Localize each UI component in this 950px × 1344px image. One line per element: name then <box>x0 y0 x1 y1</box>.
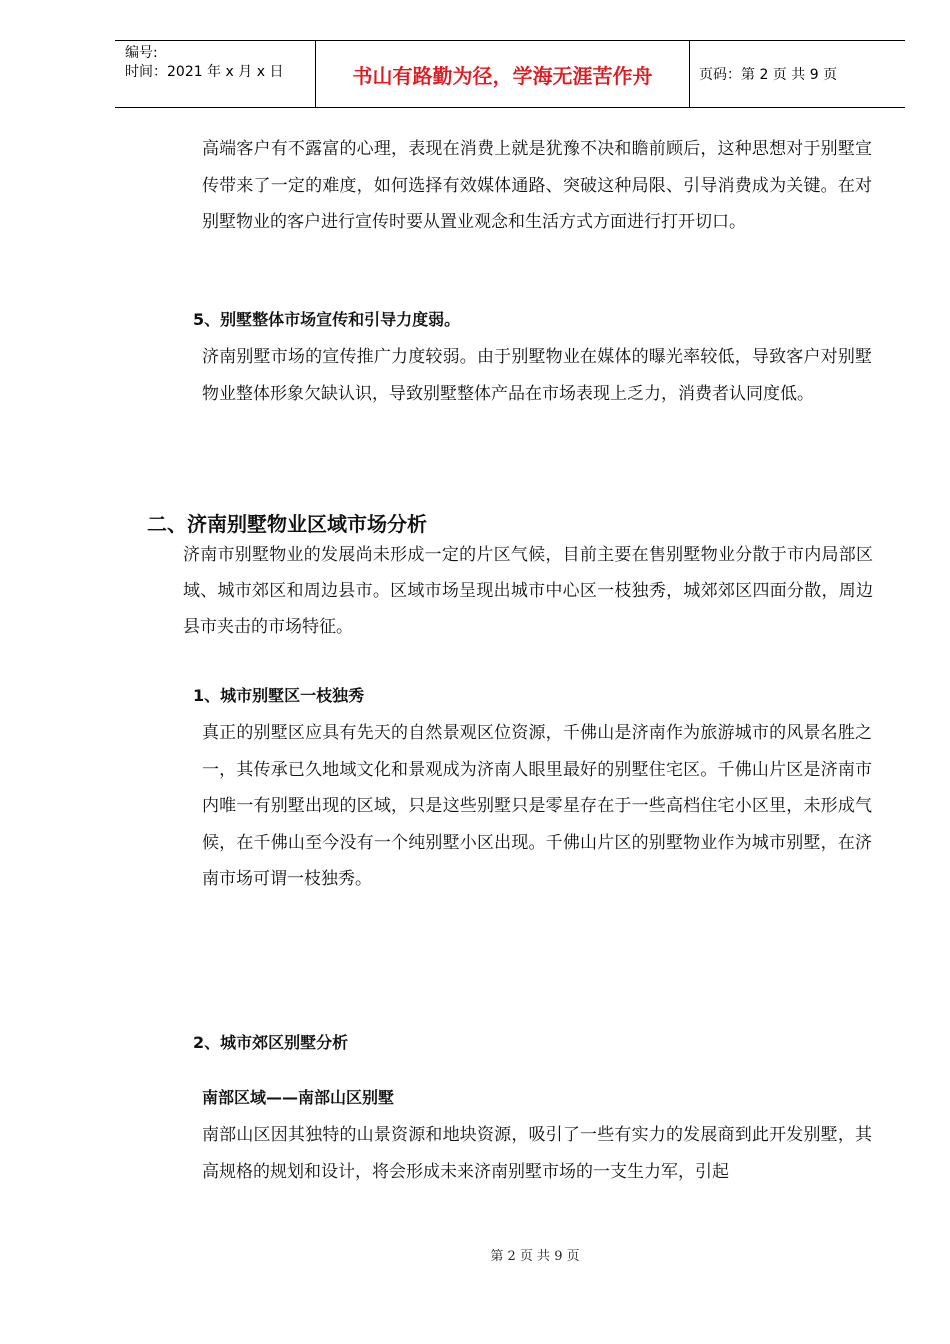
heading-south-region: 南部区域——南部山区别墅 <box>202 1088 395 1107</box>
south-region-paragraph: 南部山区因其独特的山景资源和地块资源，吸引了一些有实力的发展商到此开发别墅，其高规格的规划和设计，将会形成未来济南别墅市场的一支生力军，引起 <box>202 1125 872 1182</box>
section-2-title: 二、济南别墅物业区域市场分析 <box>147 512 427 536</box>
section-2-intro-paragraph: 济南市别墅物业的发展尚未形成一定的片区气候，目前主要在售别墅物业分散于市内局部区域、城市郊区和周边县市。区域市场呈现出城市中心区一枝独秀，城郊郊区四面分散，周边县市夹击的市场特征。 <box>183 545 873 637</box>
document-time-label: 时间：2021 年 x 月 x 日 <box>125 64 284 80</box>
page-header <box>115 40 905 108</box>
header-motto: 书山有路勤为径，学海无涯苦作舟 <box>316 41 690 107</box>
point-1-paragraph: 真正的别墅区应具有先天的自然景观区位资源，千佛山是济南作为旅游城市的风景名胜之一，其传承已久地域文化和景观成为济南人眼里最好的别墅住宅区。千佛山片区是济南市内唯一有别墅出现的区域，只是这些别墅只是零星存在于一些高档住宅小区里，未形成气候，在千佛山至今没有一个纯别墅小区出现。千佛山片区的别墅物业作为城市别墅，在济南市场可谓一枝独秀。 <box>202 723 872 889</box>
page-footer: 第 2 页 共 9 页 <box>490 1249 580 1264</box>
heading-point-1: 1、城市别墅区一枝独秀 <box>193 686 365 705</box>
point-5-paragraph: 济南别墅市场的宣传推广力度较弱。由于别墅物业在媒体的曝光率较低，导致客户对别墅物业整体形象欠缺认识，导致别墅整体产品在市场表现上乏力，消费者认同度低。 <box>202 347 872 404</box>
header-meta <box>115 41 316 107</box>
intro-paragraph: 高端客户有不露富的心理，表现在消费上就是犹豫不决和瞻前顾后，这种思想对于别墅宣传带来了一定的难度，如何选择有效媒体通路、突破这种局限、引导消费成为关键。在对别墅物业的客户进行宣传时要从置业观念和生活方式方面进行打开切口。 <box>202 139 872 232</box>
document-number-label: 编号: <box>125 45 158 61</box>
header-page-number: 页码：第 2 页 共 9 页 <box>699 67 838 83</box>
heading-point-2: 2、城市郊区别墅分析 <box>193 1033 349 1052</box>
heading-point-5: 5、别墅整体市场宣传和引导力度弱。 <box>193 310 461 329</box>
